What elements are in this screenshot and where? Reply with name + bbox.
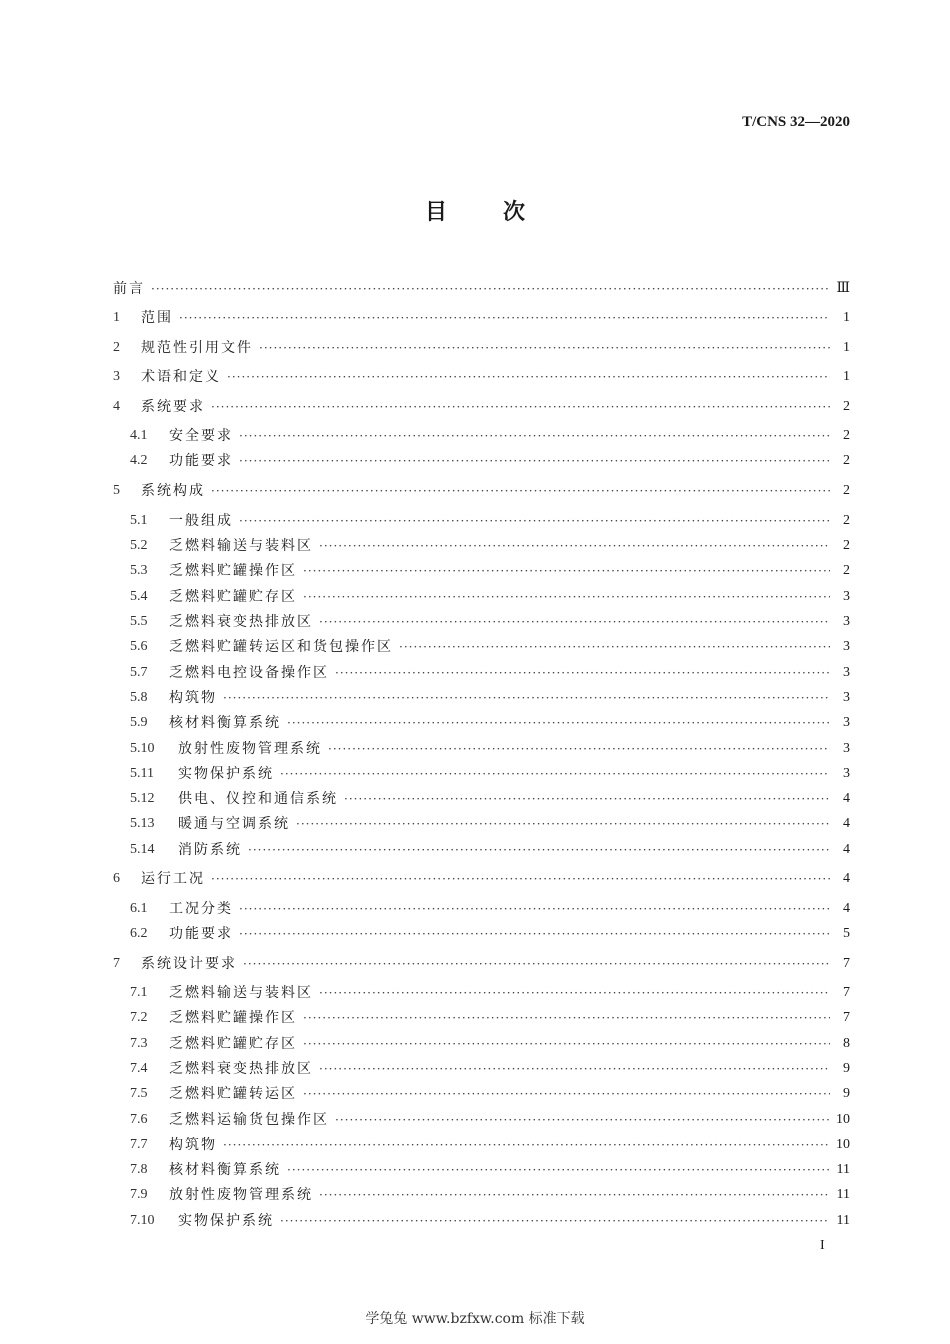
dot-leader — [223, 689, 830, 707]
dot-leader — [287, 1161, 830, 1179]
toc-entry-page: 3 — [843, 665, 850, 680]
toc-entry-number: 6.1 — [130, 901, 148, 916]
dot-leader — [335, 664, 830, 682]
toc-entry[interactable] — [130, 790, 850, 808]
dot-leader — [179, 309, 830, 327]
toc-entry-label: 核材料衡算系统 — [169, 715, 281, 731]
toc-entry-label: 术语和定义 — [141, 369, 221, 385]
dot-leader — [296, 815, 830, 833]
dot-leader — [239, 452, 830, 470]
toc-entry-label: 乏燃料运输货包操作区 — [169, 1112, 329, 1128]
dot-leader — [344, 790, 830, 808]
toc-entry-page: 9 — [843, 1061, 850, 1076]
dot-leader — [259, 339, 830, 357]
toc-entry-number: 7.6 — [130, 1112, 148, 1127]
toc-entry-page: 11 — [836, 1187, 850, 1202]
toc-entry[interactable] — [130, 562, 850, 580]
toc-entry-page: 7 — [843, 985, 850, 1000]
footer-watermark: 学兔兔 www.bzfxw.com 标准下载 — [365, 1311, 585, 1327]
toc-entry[interactable] — [130, 537, 850, 555]
toc-entry-page: 1 — [843, 310, 850, 325]
toc-entry-number: 7.8 — [130, 1162, 148, 1177]
toc-entry-number: 6.2 — [130, 926, 148, 941]
dot-leader — [239, 512, 830, 530]
toc-entry-page: 3 — [843, 715, 850, 730]
toc-entry-number: 7.7 — [130, 1137, 148, 1152]
toc-entry-number: 7.2 — [130, 1010, 148, 1025]
toc-entry-label: 工况分类 — [169, 901, 233, 917]
toc-entry-number: 6 — [113, 871, 120, 886]
toc-entry[interactable] — [130, 925, 850, 943]
dot-leader — [227, 368, 830, 386]
document-code: T/CNS 32—2020 — [742, 114, 850, 130]
toc-entry-number: 5.5 — [130, 614, 148, 629]
dot-leader — [303, 1009, 830, 1027]
dot-leader — [248, 841, 830, 859]
toc-entry-label: 系统要求 — [141, 399, 205, 415]
toc-entry-page: 3 — [843, 639, 850, 654]
toc-entry-number: 5.7 — [130, 665, 148, 680]
toc-entry-number: 5.3 — [130, 563, 148, 578]
toc-entry[interactable] — [130, 1060, 850, 1078]
dot-leader — [239, 427, 830, 445]
toc-entry-page: 4 — [843, 816, 850, 831]
dot-leader — [303, 562, 830, 580]
toc-entry[interactable] — [130, 613, 850, 631]
toc-entry-label: 前言 — [113, 281, 145, 297]
toc-entry-label: 乏燃料贮罐转运区和货包操作区 — [169, 639, 393, 655]
toc-entry-label: 乏燃料贮罐操作区 — [169, 1010, 297, 1026]
dot-leader — [211, 398, 830, 416]
dot-leader — [280, 765, 830, 783]
title-char-1: 目 — [424, 200, 447, 225]
dot-leader — [303, 588, 830, 606]
dot-leader — [319, 984, 830, 1002]
toc-entry-label: 构筑物 — [169, 1137, 217, 1153]
toc-entry-number: 4.2 — [130, 453, 148, 468]
page-number: I — [820, 1238, 825, 1253]
toc-entry-label: 消防系统 — [178, 842, 242, 858]
toc-entry-label: 放射性废物管理系统 — [178, 741, 322, 757]
toc-entry-number: 5.8 — [130, 690, 148, 705]
toc-entry-label: 实物保护系统 — [178, 1213, 274, 1229]
toc-entry[interactable] — [113, 870, 850, 888]
toc-entry[interactable] — [113, 339, 850, 357]
toc-entry[interactable] — [113, 398, 850, 416]
toc-entry[interactable] — [130, 900, 850, 918]
toc-entry-number: 7.3 — [130, 1036, 148, 1051]
title-char-2: 次 — [503, 200, 526, 225]
toc-entry-page: 11 — [836, 1213, 850, 1228]
toc-entry-label: 范围 — [141, 310, 173, 326]
toc-entry[interactable] — [130, 1136, 850, 1154]
toc-entry-number: 2 — [113, 340, 120, 355]
dot-leader — [211, 482, 830, 500]
toc-entry[interactable] — [130, 588, 850, 606]
toc-entry[interactable] — [130, 638, 850, 656]
dot-leader — [239, 900, 830, 918]
toc-entry-page: 11 — [836, 1162, 850, 1177]
toc-entry[interactable] — [130, 1085, 850, 1103]
toc-entry-page: 7 — [843, 1010, 850, 1025]
toc-entry-page: 8 — [843, 1036, 850, 1051]
toc-entry-page: 2 — [843, 428, 850, 443]
toc-entry-number: 7.1 — [130, 985, 148, 1000]
toc-entry-label: 乏燃料衰变热排放区 — [169, 614, 313, 630]
toc-entry[interactable] — [113, 280, 850, 298]
toc-entry[interactable] — [130, 1212, 850, 1230]
toc-entry-page: 1 — [843, 369, 850, 384]
toc-entry-page: 3 — [843, 589, 850, 604]
toc-entry-number: 3 — [113, 369, 120, 384]
toc-entry-number: 7.5 — [130, 1086, 148, 1101]
dot-leader — [303, 1035, 830, 1053]
toc-entry-page: 2 — [843, 483, 850, 498]
toc-entry-number: 7.4 — [130, 1061, 148, 1076]
toc-entry-page: 3 — [843, 614, 850, 629]
toc-entry[interactable] — [130, 427, 850, 445]
toc-entry-page: 4 — [843, 791, 850, 806]
dot-leader — [319, 1060, 830, 1078]
toc-entry-page: 2 — [843, 453, 850, 468]
toc-entry-page: 5 — [843, 926, 850, 941]
toc-entry-number: 7 — [113, 956, 120, 971]
toc-entry-number: 5.13 — [130, 816, 155, 831]
toc-entry-page: 2 — [843, 563, 850, 578]
toc-entry-page: 10 — [836, 1137, 850, 1152]
toc-entry-page: 10 — [836, 1112, 850, 1127]
toc-entry[interactable] — [113, 482, 850, 500]
toc-entry[interactable] — [113, 368, 850, 386]
toc-entry-page: 4 — [843, 871, 850, 886]
dot-leader — [287, 714, 830, 732]
toc-entry[interactable] — [130, 984, 850, 1002]
toc-entry-label: 供电、仪控和通信系统 — [178, 791, 338, 807]
toc-entry-label: 乏燃料衰变热排放区 — [169, 1061, 313, 1077]
toc-entry-number: 5.10 — [130, 741, 155, 756]
toc-entry-number: 5.9 — [130, 715, 148, 730]
toc-entry-number: 5.11 — [130, 766, 154, 781]
dot-leader — [280, 1212, 830, 1230]
toc-entry-label: 乏燃料输送与装料区 — [169, 985, 313, 1001]
toc-entry-number: 5.2 — [130, 538, 148, 553]
dot-leader — [335, 1111, 830, 1129]
toc-entry-page: 2 — [843, 513, 850, 528]
toc-entry-label: 暖通与空调系统 — [178, 816, 290, 832]
toc-entry-label: 系统设计要求 — [141, 956, 237, 972]
toc-entry-page: 9 — [843, 1086, 850, 1101]
toc-entry-label: 实物保护系统 — [178, 766, 274, 782]
toc-entry-label: 乏燃料贮罐转运区 — [169, 1086, 297, 1102]
toc-entry-number: 5.4 — [130, 589, 148, 604]
toc-entry-label: 乏燃料贮罐贮存区 — [169, 589, 297, 605]
dot-leader — [328, 740, 830, 758]
dot-leader — [151, 280, 830, 298]
dot-leader — [319, 537, 830, 555]
dot-leader — [319, 1186, 830, 1204]
toc-entry-label: 功能要求 — [169, 926, 233, 942]
toc-entry[interactable] — [130, 1111, 850, 1129]
toc-entry[interactable] — [130, 512, 850, 530]
toc-entry[interactable] — [130, 689, 850, 707]
toc-entry-page: 1 — [843, 340, 850, 355]
toc-entry[interactable] — [113, 955, 850, 973]
toc-entry[interactable] — [130, 841, 850, 859]
toc-entry-number: 5 — [113, 483, 120, 498]
toc-entry-label: 运行工况 — [141, 871, 205, 887]
toc-entry[interactable] — [130, 1035, 850, 1053]
toc-entry-label: 乏燃料贮罐操作区 — [169, 563, 297, 579]
toc-entry-page: Ⅲ — [836, 281, 850, 296]
toc-entry-number: 4.1 — [130, 428, 148, 443]
toc-entry-label: 构筑物 — [169, 690, 217, 706]
toc-entry-page: 2 — [843, 538, 850, 553]
toc-entry-page: 3 — [843, 766, 850, 781]
toc-entry-number: 1 — [113, 310, 120, 325]
dot-leader — [239, 925, 830, 943]
toc-entry-page: 4 — [843, 842, 850, 857]
toc-entry[interactable] — [130, 740, 850, 758]
toc-entry-number: 5.14 — [130, 842, 155, 857]
dot-leader — [223, 1136, 830, 1154]
toc-entry-page: 2 — [843, 399, 850, 414]
toc-entry-label: 安全要求 — [169, 428, 233, 444]
toc-entry[interactable] — [130, 714, 850, 732]
toc-entry-number: 5.6 — [130, 639, 148, 654]
toc-entry-page: 3 — [843, 741, 850, 756]
toc-entry-number: 5.12 — [130, 791, 155, 806]
toc-entry-label: 系统构成 — [141, 483, 205, 499]
toc-entry-number: 7.10 — [130, 1213, 155, 1228]
toc-entry-label: 规范性引用文件 — [141, 340, 253, 356]
toc-entry[interactable] — [130, 1009, 850, 1027]
dot-leader — [303, 1085, 830, 1103]
toc-entry[interactable] — [130, 815, 850, 833]
toc-entry-number: 7.9 — [130, 1187, 148, 1202]
toc-entry[interactable] — [130, 452, 850, 470]
toc-entry-label: 核材料衡算系统 — [169, 1162, 281, 1178]
toc-entry-page: 4 — [843, 901, 850, 916]
toc-entry[interactable] — [130, 765, 850, 783]
dot-leader — [243, 955, 830, 973]
toc-entry[interactable] — [113, 309, 850, 327]
toc-entry-number: 5.1 — [130, 513, 148, 528]
toc-entry[interactable] — [130, 1161, 850, 1179]
toc-entry-label: 乏燃料贮罐贮存区 — [169, 1036, 297, 1052]
table-of-contents — [113, 0, 850, 1344]
toc-entry-label: 放射性废物管理系统 — [169, 1187, 313, 1203]
dot-leader — [319, 613, 830, 631]
toc-entry-label: 乏燃料输送与装料区 — [169, 538, 313, 554]
toc-entry[interactable] — [130, 1186, 850, 1204]
dot-leader — [399, 638, 830, 656]
toc-entry-label: 功能要求 — [169, 453, 233, 469]
toc-entry-number: 4 — [113, 399, 120, 414]
toc-entry-label: 一般组成 — [169, 513, 233, 529]
toc-entry-page: 7 — [843, 956, 850, 971]
toc-entry-label: 乏燃料电控设备操作区 — [169, 665, 329, 681]
dot-leader — [211, 870, 830, 888]
toc-entry[interactable] — [130, 664, 850, 682]
toc-entry-page: 3 — [843, 690, 850, 705]
